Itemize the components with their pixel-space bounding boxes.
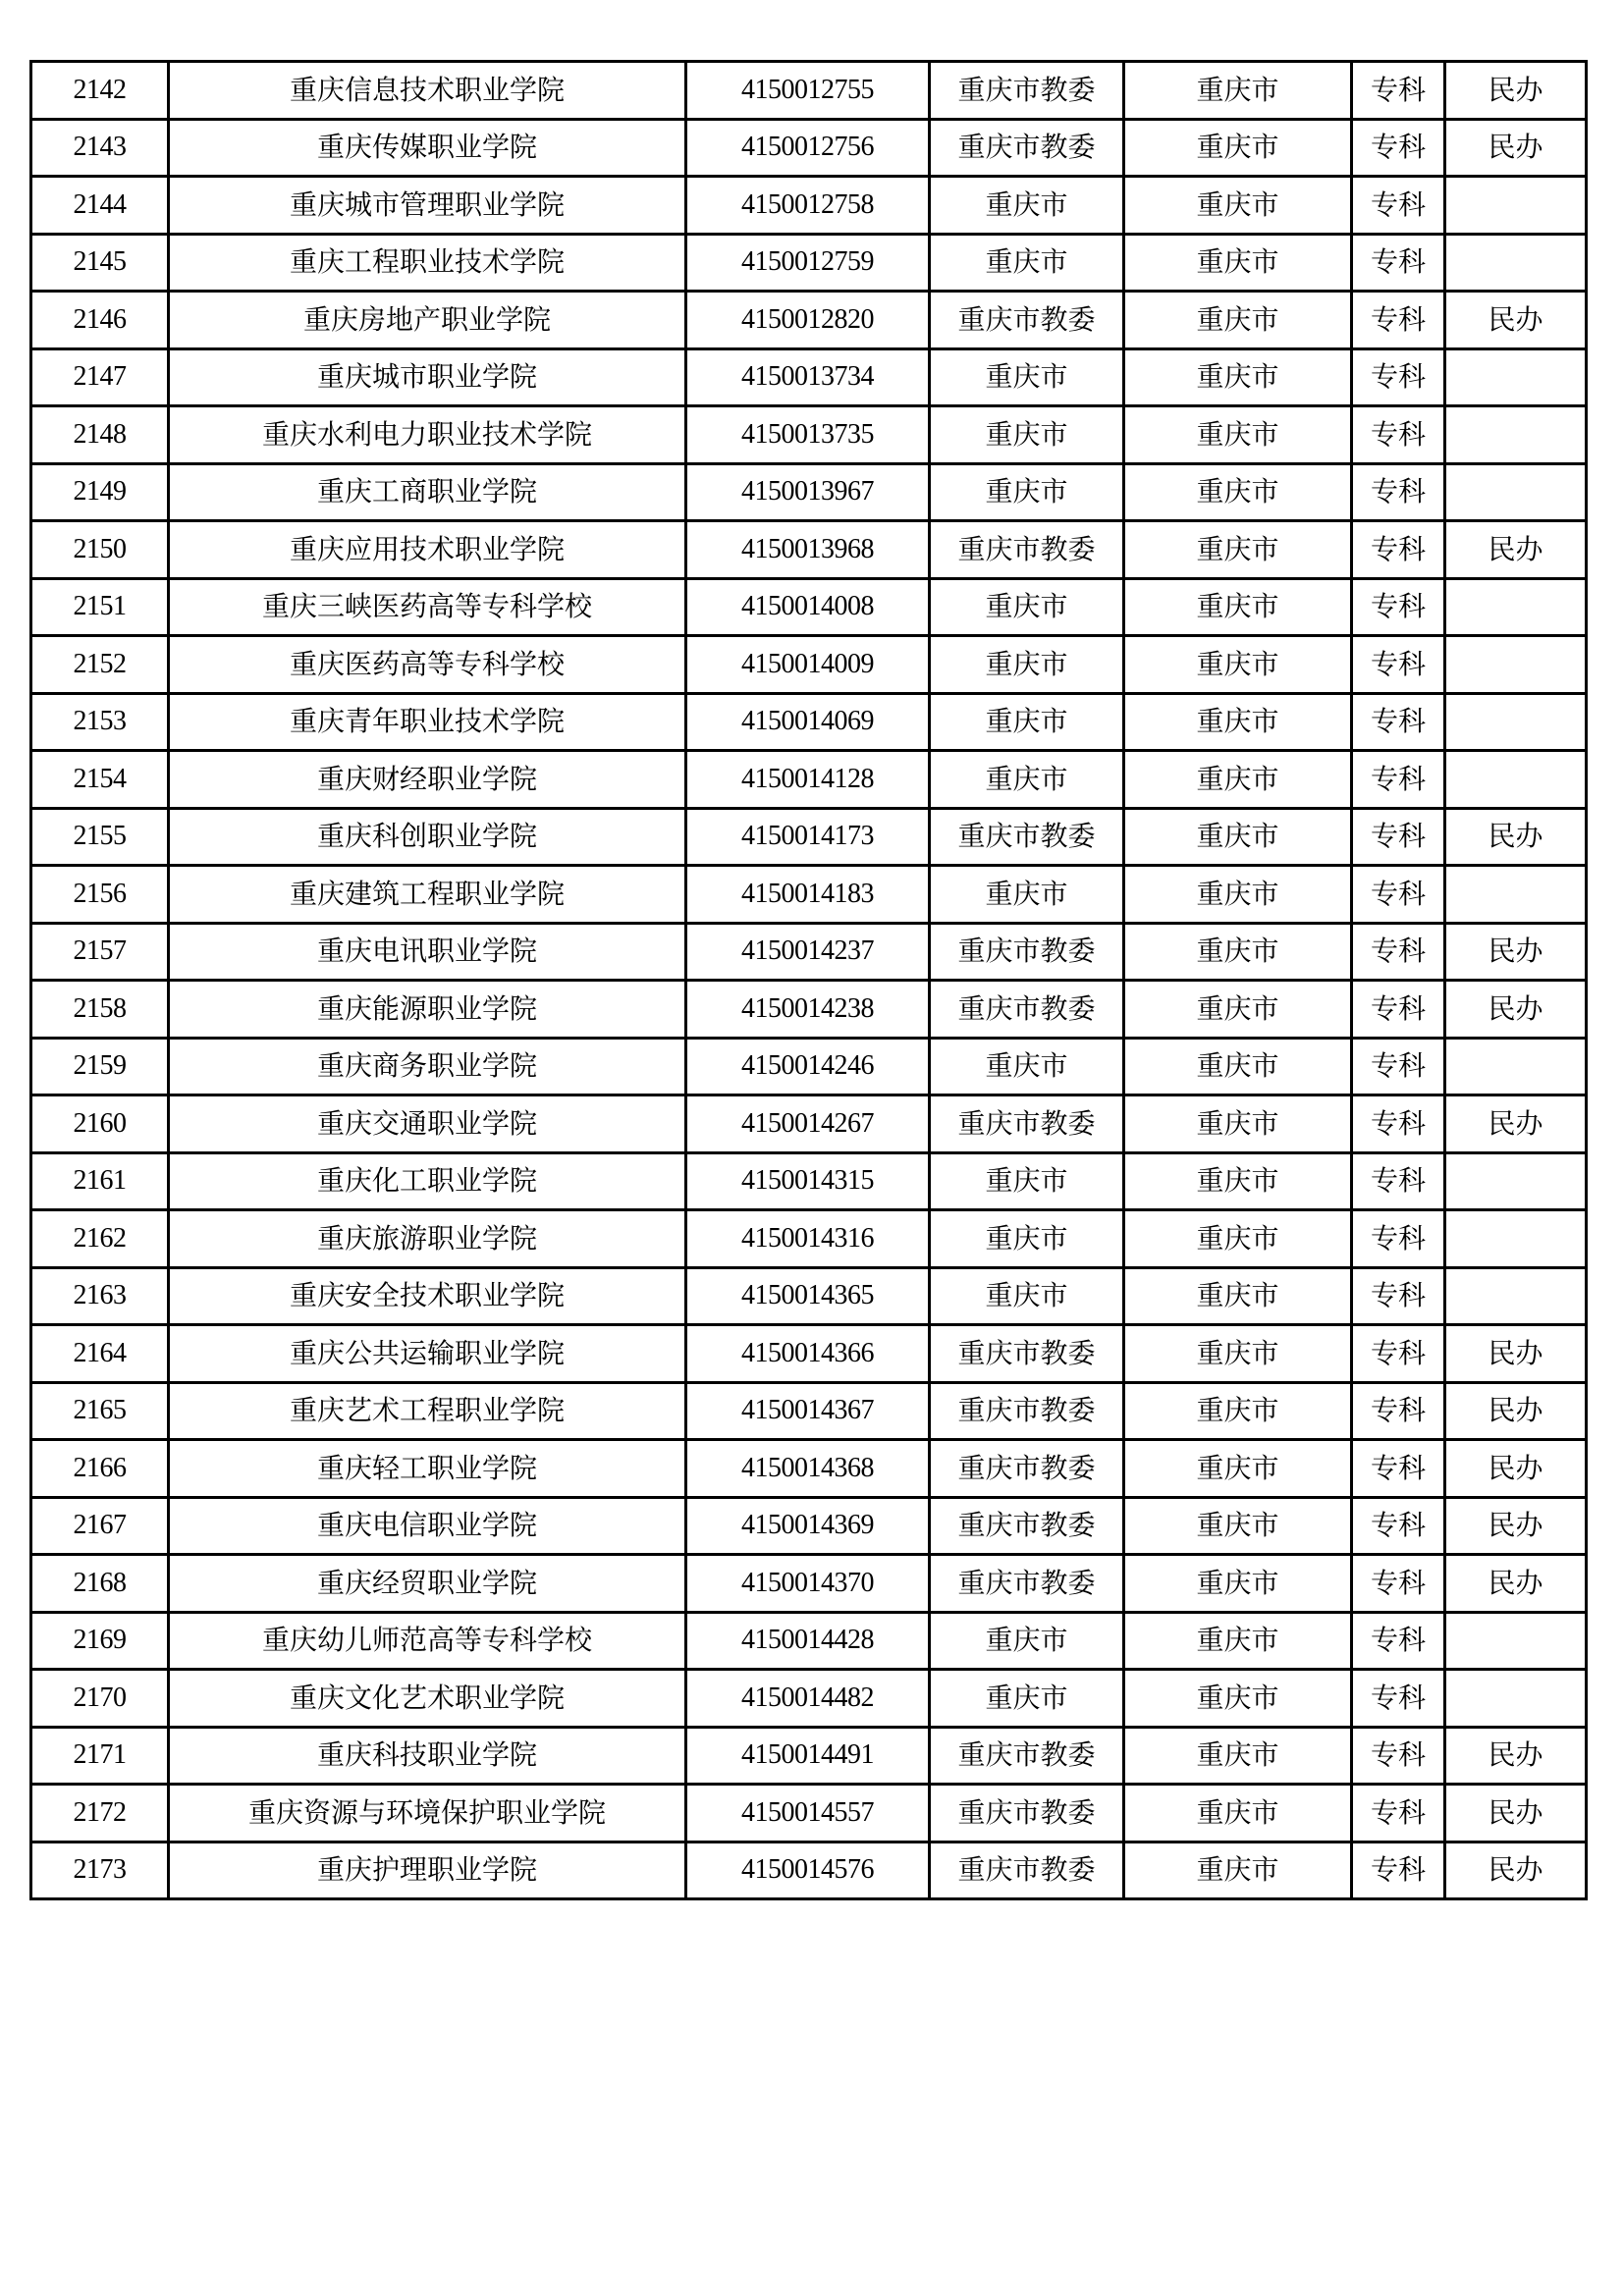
cell-seq: 2149: [31, 463, 169, 521]
cell-note: [1445, 578, 1587, 636]
cell-seq: 2161: [31, 1152, 169, 1210]
cell-authority: 重庆市: [930, 866, 1124, 924]
cell-authority: 重庆市教委: [930, 808, 1124, 866]
cell-note: [1445, 1038, 1587, 1095]
table-row: [31, 1497, 1587, 1555]
cell-school-code: 4150014069: [686, 693, 930, 751]
cell-school-code: 4150014557: [686, 1785, 930, 1842]
cell-authority: 重庆市: [930, 578, 1124, 636]
cell-note: [1445, 463, 1587, 521]
cell-location: 重庆市: [1124, 463, 1352, 521]
cell-school-code: 4150014128: [686, 751, 930, 809]
cell-school-name: 重庆财经职业学院: [169, 751, 686, 809]
cell-authority: 重庆市: [930, 463, 1124, 521]
cell-school-code: 4150014365: [686, 1267, 930, 1325]
table-body: [31, 62, 1587, 1899]
cell-seq: 2150: [31, 521, 169, 579]
cell-school-code: 4150014576: [686, 1842, 930, 1899]
cell-level: 专科: [1352, 923, 1445, 981]
table-row: [31, 636, 1587, 694]
cell-level: 专科: [1352, 1612, 1445, 1670]
cell-school-code: 4150014237: [686, 923, 930, 981]
cell-school-code: 4150014367: [686, 1382, 930, 1440]
table-row: [31, 406, 1587, 464]
cell-school-name: 重庆科创职业学院: [169, 808, 686, 866]
cell-authority: 重庆市: [930, 693, 1124, 751]
cell-authority: 重庆市教委: [930, 923, 1124, 981]
cell-authority: 重庆市教委: [930, 1440, 1124, 1498]
cell-level: 专科: [1352, 348, 1445, 406]
cell-note: 民办: [1445, 1555, 1587, 1613]
cell-level: 专科: [1352, 808, 1445, 866]
cell-school-code: 4150014316: [686, 1210, 930, 1268]
cell-note: [1445, 1152, 1587, 1210]
cell-authority: 重庆市: [930, 1612, 1124, 1670]
cell-school-code: 4150014008: [686, 578, 930, 636]
cell-location: 重庆市: [1124, 578, 1352, 636]
cell-school-code: 4150014368: [686, 1440, 930, 1498]
cell-school-name: 重庆艺术工程职业学院: [169, 1382, 686, 1440]
table-row: [31, 923, 1587, 981]
cell-school-name: 重庆轻工职业学院: [169, 1440, 686, 1498]
table-row: [31, 1727, 1587, 1785]
cell-level: 专科: [1352, 636, 1445, 694]
cell-school-code: 4150013735: [686, 406, 930, 464]
cell-location: 重庆市: [1124, 981, 1352, 1039]
cell-school-name: 重庆城市职业学院: [169, 348, 686, 406]
table-row: [31, 1612, 1587, 1670]
cell-seq: 2160: [31, 1095, 169, 1153]
cell-note: [1445, 751, 1587, 809]
cell-seq: 2164: [31, 1325, 169, 1383]
cell-authority: 重庆市教委: [930, 1325, 1124, 1383]
cell-school-name: 重庆资源与环境保护职业学院: [169, 1785, 686, 1842]
cell-seq: 2170: [31, 1670, 169, 1728]
cell-school-name: 重庆能源职业学院: [169, 981, 686, 1039]
cell-note: 民办: [1445, 62, 1587, 120]
cell-seq: 2147: [31, 348, 169, 406]
cell-school-code: 4150014009: [686, 636, 930, 694]
cell-school-name: 重庆电讯职业学院: [169, 923, 686, 981]
cell-school-name: 重庆建筑工程职业学院: [169, 866, 686, 924]
cell-school-code: 4150014482: [686, 1670, 930, 1728]
table-row: [31, 1670, 1587, 1728]
cell-level: 专科: [1352, 62, 1445, 120]
cell-level: 专科: [1352, 1382, 1445, 1440]
cell-school-name: 重庆医药高等专科学校: [169, 636, 686, 694]
cell-location: 重庆市: [1124, 1612, 1352, 1670]
cell-school-name: 重庆房地产职业学院: [169, 292, 686, 349]
cell-seq: 2155: [31, 808, 169, 866]
cell-note: [1445, 1267, 1587, 1325]
cell-school-name: 重庆工商职业学院: [169, 463, 686, 521]
cell-school-name: 重庆信息技术职业学院: [169, 62, 686, 120]
cell-school-code: 4150013967: [686, 463, 930, 521]
cell-level: 专科: [1352, 751, 1445, 809]
cell-note: 民办: [1445, 1095, 1587, 1153]
cell-level: 专科: [1352, 1670, 1445, 1728]
cell-note: 民办: [1445, 119, 1587, 177]
cell-note: 民办: [1445, 1440, 1587, 1498]
cell-location: 重庆市: [1124, 866, 1352, 924]
cell-seq: 2151: [31, 578, 169, 636]
table-row: [31, 751, 1587, 809]
cell-location: 重庆市: [1124, 1785, 1352, 1842]
table-row: [31, 1382, 1587, 1440]
table-row: [31, 1842, 1587, 1899]
cell-school-name: 重庆商务职业学院: [169, 1038, 686, 1095]
cell-authority: 重庆市: [930, 177, 1124, 235]
cell-seq: 2171: [31, 1727, 169, 1785]
cell-note: 民办: [1445, 923, 1587, 981]
cell-school-code: 4150013968: [686, 521, 930, 579]
cell-note: [1445, 1612, 1587, 1670]
cell-note: [1445, 636, 1587, 694]
cell-level: 专科: [1352, 234, 1445, 292]
cell-school-name: 重庆幼儿师范高等专科学校: [169, 1612, 686, 1670]
cell-school-name: 重庆安全技术职业学院: [169, 1267, 686, 1325]
cell-note: 民办: [1445, 1325, 1587, 1383]
cell-authority: 重庆市教委: [930, 1095, 1124, 1153]
table-row: [31, 463, 1587, 521]
cell-school-name: 重庆旅游职业学院: [169, 1210, 686, 1268]
cell-seq: 2153: [31, 693, 169, 751]
cell-location: 重庆市: [1124, 521, 1352, 579]
table-row: [31, 1555, 1587, 1613]
cell-note: [1445, 866, 1587, 924]
cell-level: 专科: [1352, 1210, 1445, 1268]
cell-school-name: 重庆传媒职业学院: [169, 119, 686, 177]
cell-authority: 重庆市: [930, 406, 1124, 464]
cell-seq: 2142: [31, 62, 169, 120]
cell-school-name: 重庆化工职业学院: [169, 1152, 686, 1210]
cell-note: 民办: [1445, 981, 1587, 1039]
cell-school-name: 重庆三峡医药高等专科学校: [169, 578, 686, 636]
cell-school-code: 4150014238: [686, 981, 930, 1039]
cell-level: 专科: [1352, 292, 1445, 349]
cell-location: 重庆市: [1124, 1267, 1352, 1325]
table-row: [31, 1325, 1587, 1383]
table-row: [31, 521, 1587, 579]
cell-note: [1445, 1670, 1587, 1728]
cell-seq: 2159: [31, 1038, 169, 1095]
cell-note: 民办: [1445, 1727, 1587, 1785]
cell-school-name: 重庆城市管理职业学院: [169, 177, 686, 235]
table-row: [31, 808, 1587, 866]
table-row: [31, 693, 1587, 751]
cell-note: 民办: [1445, 1382, 1587, 1440]
cell-authority: 重庆市教委: [930, 1842, 1124, 1899]
table-row: [31, 234, 1587, 292]
cell-school-code: 4150014246: [686, 1038, 930, 1095]
cell-authority: 重庆市: [930, 1152, 1124, 1210]
cell-school-code: 4150013734: [686, 348, 930, 406]
cell-school-name: 重庆工程职业技术学院: [169, 234, 686, 292]
cell-school-code: 4150014370: [686, 1555, 930, 1613]
table-row: [31, 1038, 1587, 1095]
cell-school-name: 重庆交通职业学院: [169, 1095, 686, 1153]
cell-location: 重庆市: [1124, 1038, 1352, 1095]
cell-school-code: 4150014428: [686, 1612, 930, 1670]
cell-level: 专科: [1352, 1095, 1445, 1153]
cell-authority: 重庆市教委: [930, 292, 1124, 349]
cell-authority: 重庆市: [930, 1038, 1124, 1095]
cell-location: 重庆市: [1124, 119, 1352, 177]
cell-level: 专科: [1352, 1152, 1445, 1210]
table-row: [31, 981, 1587, 1039]
cell-location: 重庆市: [1124, 1095, 1352, 1153]
cell-school-code: 4150014267: [686, 1095, 930, 1153]
cell-note: 民办: [1445, 1497, 1587, 1555]
cell-school-code: 4150012820: [686, 292, 930, 349]
cell-school-code: 4150014183: [686, 866, 930, 924]
cell-seq: 2165: [31, 1382, 169, 1440]
cell-seq: 2154: [31, 751, 169, 809]
cell-level: 专科: [1352, 1440, 1445, 1498]
table-row: [31, 578, 1587, 636]
cell-level: 专科: [1352, 463, 1445, 521]
cell-authority: 重庆市: [930, 1670, 1124, 1728]
cell-note: 民办: [1445, 808, 1587, 866]
cell-school-name: 重庆电信职业学院: [169, 1497, 686, 1555]
cell-seq: 2144: [31, 177, 169, 235]
cell-authority: 重庆市教委: [930, 1727, 1124, 1785]
cell-seq: 2148: [31, 406, 169, 464]
table-row: [31, 1267, 1587, 1325]
cell-location: 重庆市: [1124, 751, 1352, 809]
cell-seq: 2168: [31, 1555, 169, 1613]
cell-location: 重庆市: [1124, 1210, 1352, 1268]
cell-level: 专科: [1352, 693, 1445, 751]
cell-location: 重庆市: [1124, 1727, 1352, 1785]
cell-authority: 重庆市教委: [930, 521, 1124, 579]
cell-location: 重庆市: [1124, 348, 1352, 406]
cell-seq: 2169: [31, 1612, 169, 1670]
cell-seq: 2162: [31, 1210, 169, 1268]
cell-seq: 2143: [31, 119, 169, 177]
cell-note: [1445, 177, 1587, 235]
cell-seq: 2158: [31, 981, 169, 1039]
cell-seq: 2152: [31, 636, 169, 694]
cell-level: 专科: [1352, 1727, 1445, 1785]
cell-location: 重庆市: [1124, 636, 1352, 694]
cell-note: 民办: [1445, 521, 1587, 579]
cell-note: [1445, 1210, 1587, 1268]
cell-location: 重庆市: [1124, 1440, 1352, 1498]
cell-level: 专科: [1352, 119, 1445, 177]
cell-location: 重庆市: [1124, 1497, 1352, 1555]
cell-school-code: 4150012755: [686, 62, 930, 120]
cell-authority: 重庆市: [930, 1210, 1124, 1268]
cell-location: 重庆市: [1124, 1555, 1352, 1613]
cell-authority: 重庆市教委: [930, 1382, 1124, 1440]
cell-note: [1445, 348, 1587, 406]
cell-authority: 重庆市教委: [930, 1497, 1124, 1555]
cell-seq: 2145: [31, 234, 169, 292]
cell-seq: 2146: [31, 292, 169, 349]
cell-school-name: 重庆经贸职业学院: [169, 1555, 686, 1613]
cell-note: [1445, 234, 1587, 292]
cell-note: [1445, 406, 1587, 464]
cell-location: 重庆市: [1124, 1325, 1352, 1383]
cell-level: 专科: [1352, 1785, 1445, 1842]
cell-school-name: 重庆科技职业学院: [169, 1727, 686, 1785]
table-row: [31, 1440, 1587, 1498]
cell-school-name: 重庆护理职业学院: [169, 1842, 686, 1899]
table-row: [31, 292, 1587, 349]
cell-seq: 2173: [31, 1842, 169, 1899]
cell-note: 民办: [1445, 292, 1587, 349]
table-row: [31, 1210, 1587, 1268]
cell-seq: 2166: [31, 1440, 169, 1498]
cell-location: 重庆市: [1124, 234, 1352, 292]
table-row: [31, 1095, 1587, 1153]
table-row: [31, 1785, 1587, 1842]
cell-note: 民办: [1445, 1842, 1587, 1899]
cell-location: 重庆市: [1124, 693, 1352, 751]
cell-authority: 重庆市教委: [930, 1785, 1124, 1842]
cell-school-name: 重庆青年职业技术学院: [169, 693, 686, 751]
cell-authority: 重庆市: [930, 348, 1124, 406]
cell-level: 专科: [1352, 1267, 1445, 1325]
cell-authority: 重庆市: [930, 636, 1124, 694]
table-row: [31, 1152, 1587, 1210]
school-list-table: [29, 60, 1588, 1900]
cell-level: 专科: [1352, 1842, 1445, 1899]
cell-seq: 2156: [31, 866, 169, 924]
cell-authority: 重庆市教委: [930, 119, 1124, 177]
cell-seq: 2157: [31, 923, 169, 981]
cell-level: 专科: [1352, 177, 1445, 235]
cell-level: 专科: [1352, 406, 1445, 464]
cell-location: 重庆市: [1124, 292, 1352, 349]
cell-level: 专科: [1352, 1038, 1445, 1095]
cell-location: 重庆市: [1124, 1842, 1352, 1899]
table-row: [31, 177, 1587, 235]
cell-location: 重庆市: [1124, 406, 1352, 464]
cell-location: 重庆市: [1124, 808, 1352, 866]
cell-seq: 2167: [31, 1497, 169, 1555]
cell-authority: 重庆市: [930, 751, 1124, 809]
cell-authority: 重庆市教委: [930, 1555, 1124, 1613]
cell-school-code: 4150014369: [686, 1497, 930, 1555]
cell-location: 重庆市: [1124, 1152, 1352, 1210]
cell-seq: 2172: [31, 1785, 169, 1842]
cell-level: 专科: [1352, 578, 1445, 636]
cell-school-code: 4150014315: [686, 1152, 930, 1210]
cell-school-code: 4150014366: [686, 1325, 930, 1383]
cell-school-code: 4150012758: [686, 177, 930, 235]
cell-school-name: 重庆水利电力职业技术学院: [169, 406, 686, 464]
cell-level: 专科: [1352, 1497, 1445, 1555]
cell-authority: 重庆市教委: [930, 62, 1124, 120]
cell-school-name: 重庆文化艺术职业学院: [169, 1670, 686, 1728]
cell-level: 专科: [1352, 866, 1445, 924]
cell-level: 专科: [1352, 981, 1445, 1039]
cell-location: 重庆市: [1124, 1670, 1352, 1728]
cell-level: 专科: [1352, 1555, 1445, 1613]
cell-school-code: 4150012759: [686, 234, 930, 292]
cell-school-name: 重庆应用技术职业学院: [169, 521, 686, 579]
cell-location: 重庆市: [1124, 923, 1352, 981]
cell-school-code: 4150014491: [686, 1727, 930, 1785]
cell-note: 民办: [1445, 1785, 1587, 1842]
cell-location: 重庆市: [1124, 177, 1352, 235]
cell-level: 专科: [1352, 521, 1445, 579]
cell-location: 重庆市: [1124, 62, 1352, 120]
table-row: [31, 119, 1587, 177]
cell-school-code: 4150014173: [686, 808, 930, 866]
cell-school-code: 4150012756: [686, 119, 930, 177]
cell-seq: 2163: [31, 1267, 169, 1325]
table-row: [31, 348, 1587, 406]
cell-authority: 重庆市: [930, 1267, 1124, 1325]
cell-level: 专科: [1352, 1325, 1445, 1383]
table-row: [31, 62, 1587, 120]
table-row: [31, 866, 1587, 924]
cell-authority: 重庆市教委: [930, 981, 1124, 1039]
cell-note: [1445, 693, 1587, 751]
cell-authority: 重庆市: [930, 234, 1124, 292]
cell-location: 重庆市: [1124, 1382, 1352, 1440]
cell-school-name: 重庆公共运输职业学院: [169, 1325, 686, 1383]
